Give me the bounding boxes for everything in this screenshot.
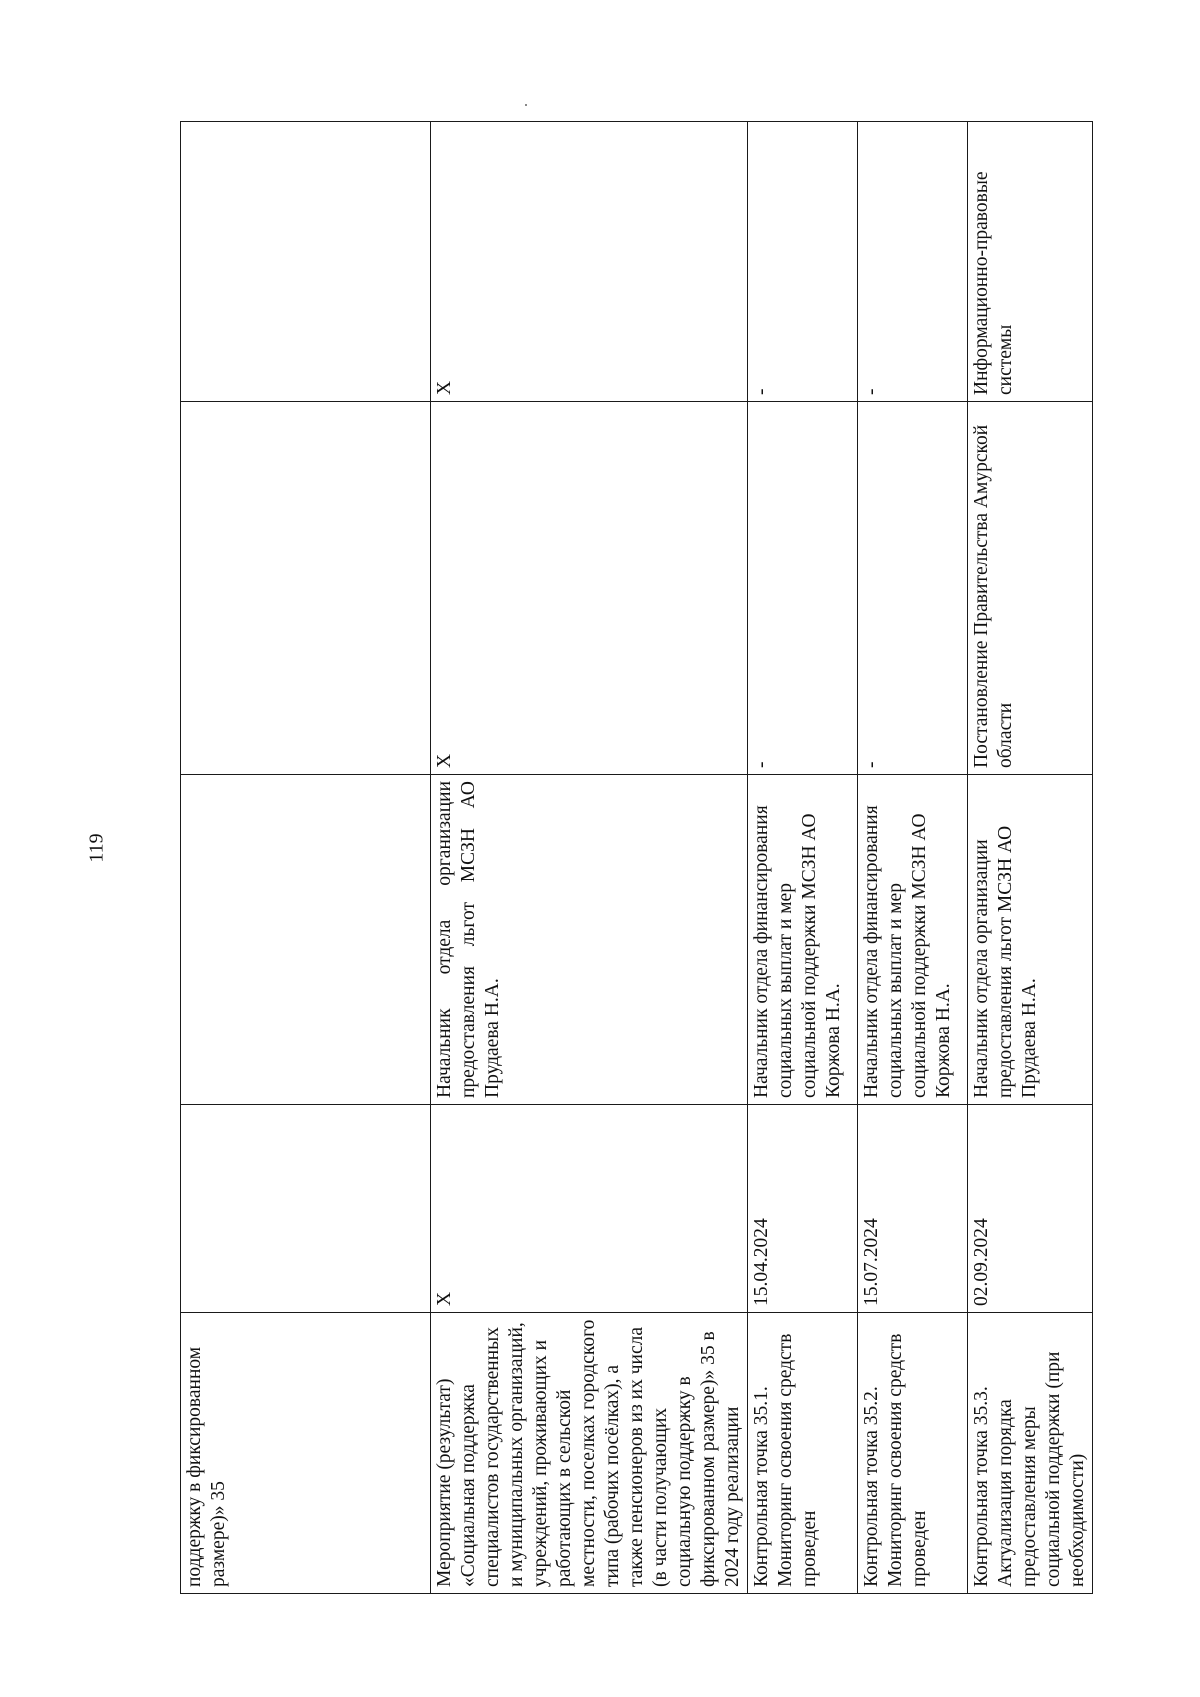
page-number: 119 (85, 833, 108, 863)
table-row (968, 122, 1093, 1594)
document-cell: Постановление Правительства Амурской области (968, 402, 1093, 775)
responsible-cell (181, 775, 431, 1105)
scan-speck (525, 104, 527, 106)
date-cell: 15.04.2024 (748, 1105, 858, 1313)
document-type-cell: Х (431, 122, 748, 402)
responsible-cell: Начальник отдела организации предоставления льгот МСЗН АО Прудаева Н.А. (431, 775, 748, 1105)
document-cell: - (748, 402, 858, 775)
result-cell: Контрольная точка 35.3. Актуализация порядка предоставления меры социальной поддержки (при необходимости) (968, 1313, 1093, 1594)
table-row (181, 122, 431, 1594)
document-type-cell (181, 122, 431, 402)
date-cell: 02.09.2024 (968, 1105, 1093, 1313)
date-cell: Х (431, 1105, 748, 1313)
result-cell: Контрольная точка 35.2. Мониторинг освоения средств проведен (858, 1313, 968, 1594)
document-type-cell: - (858, 122, 968, 402)
document-cell: - (858, 402, 968, 775)
responsible-cell: Начальник отдела финансирования социальных выплат и мер социальной поддержки МСЗН АО Коржова Н.А. (858, 775, 968, 1105)
rotated-table-wrapper (180, 122, 1088, 1594)
result-cell: Контрольная точка 35.1. Мониторинг освоения средств проведен (748, 1313, 858, 1594)
document-cell (181, 402, 431, 775)
table-row (748, 122, 858, 1594)
date-cell (181, 1105, 431, 1313)
result-cell: поддержку в фиксированном размере)» 35 (181, 1313, 431, 1594)
table-row (431, 122, 748, 1594)
table-row (858, 122, 968, 1594)
monitoring-table (180, 121, 1093, 1594)
document-type-cell: - (748, 122, 858, 402)
date-cell: 15.07.2024 (858, 1105, 968, 1313)
document-type-cell: Информационно-правовые системы (968, 122, 1093, 402)
responsible-cell: Начальник отдела организации предоставления льгот МСЗН АО Прудаева Н.А. (968, 775, 1093, 1105)
responsible-cell: Начальник отдела финансирования социальных выплат и мер социальной поддержки МСЗН АО Коржова Н.А. (748, 775, 858, 1105)
document-cell: Х (431, 402, 748, 775)
result-cell: Мероприятие (результат) «Социальная поддержка специалистов государственных и муниципальных организаций, учреждений, проживающих и работающих в сельской местности, поселках городского типа (рабочих посёлках), а также пенсионеров из их числа (в части получающих социальную поддержку в фиксированном размере)» 35 в 2024 году реализации (431, 1313, 748, 1594)
